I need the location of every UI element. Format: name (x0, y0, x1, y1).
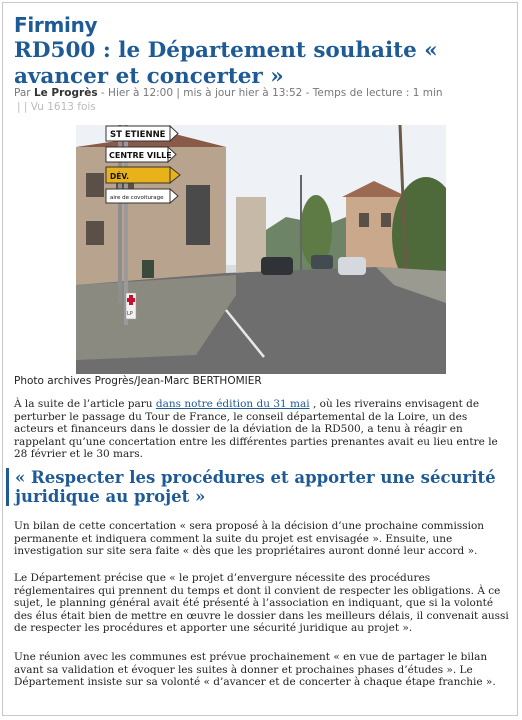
paragraph-2: Un bilan de cette concertation « sera proposé à la décision d’une prochaine commission permanente et indiquera comment la suite du projet est envisagée ». Ensuite, une investigation sur site sera faite « dès que les propriétaires auront donné leur accord ». (14, 520, 485, 557)
car-1 (261, 257, 293, 275)
sign-st-etienne: ST ETIENNE (110, 130, 166, 140)
byline-prefix: Par (14, 87, 31, 99)
sign-deviation: DÉV. (110, 172, 130, 181)
byline (14, 87, 443, 99)
edition-link[interactable]: dans notre édition du 31 mai (155, 398, 310, 410)
paragraph-1-end: , où les riverains envisagent de perturber le passage du Tour de France, le conseil départemental de la Loire, un des acteurs et financeurs dans le dossier de la déviation de la RD500, a tenu à réagir en rappelant qu’une concertation entre les différentes parties prenantes avait eu lieu entre le 28 février et le 30 mars. (14, 398, 498, 460)
car-2 (311, 255, 333, 269)
bin (142, 260, 154, 278)
article-photo (76, 125, 446, 374)
view-count: | | Vu 1613 fois (17, 101, 96, 113)
article-title: RD500 : le Département souhaite « avancer et concerter » (14, 38, 438, 89)
photo-caption: Photo archives Progrès/Jean-Marc BERTHOMIER (14, 375, 262, 387)
sign-centre-ville: CENTRE VILLE (109, 151, 172, 160)
byline-author[interactable]: Le Progrès (33, 87, 98, 99)
paragraph-1 (14, 398, 510, 461)
car-3 (338, 257, 366, 275)
section-label[interactable]: Firminy (14, 13, 98, 37)
article-subtitle: « Respecter les procédures et apporter une sécurité juridique au projet » (6, 468, 510, 506)
byline-dates: - Hier à 12:00 | mis à jour hier à 13:52 - Temps de lecture : 1 min (97, 87, 443, 99)
paragraph-1-start: À la suite de l’article paru (14, 398, 156, 410)
sign-covoiturage: aire de covoiturage (110, 195, 164, 201)
paragraph-3: Le Département précise que « le projet d’envergure nécessite des procédures réglementaires qui prennent du temps et dont il convient de respecter les obligations. À ce sujet, le planning général avait été présenté à l’association en indiquant, que si la volonté des élus était bien de mettre en œuvre le dossier dans les meilleurs délais, il convenait aussi de respecter les procédures et apporter une sécurité juridique au projet ». (14, 572, 509, 634)
marker-label: LP (127, 311, 133, 317)
paragraph-4: Une réunion avec les communes est prévue prochainement « en vue de partager le bilan avant sa validation et évoquer les suites à donner et prochaines phases d’études ». Le Département insiste sur sa volonté « d’avancer et de concerter à chaque étape franchie ». (14, 651, 496, 688)
street-scene-illustration (76, 125, 446, 374)
